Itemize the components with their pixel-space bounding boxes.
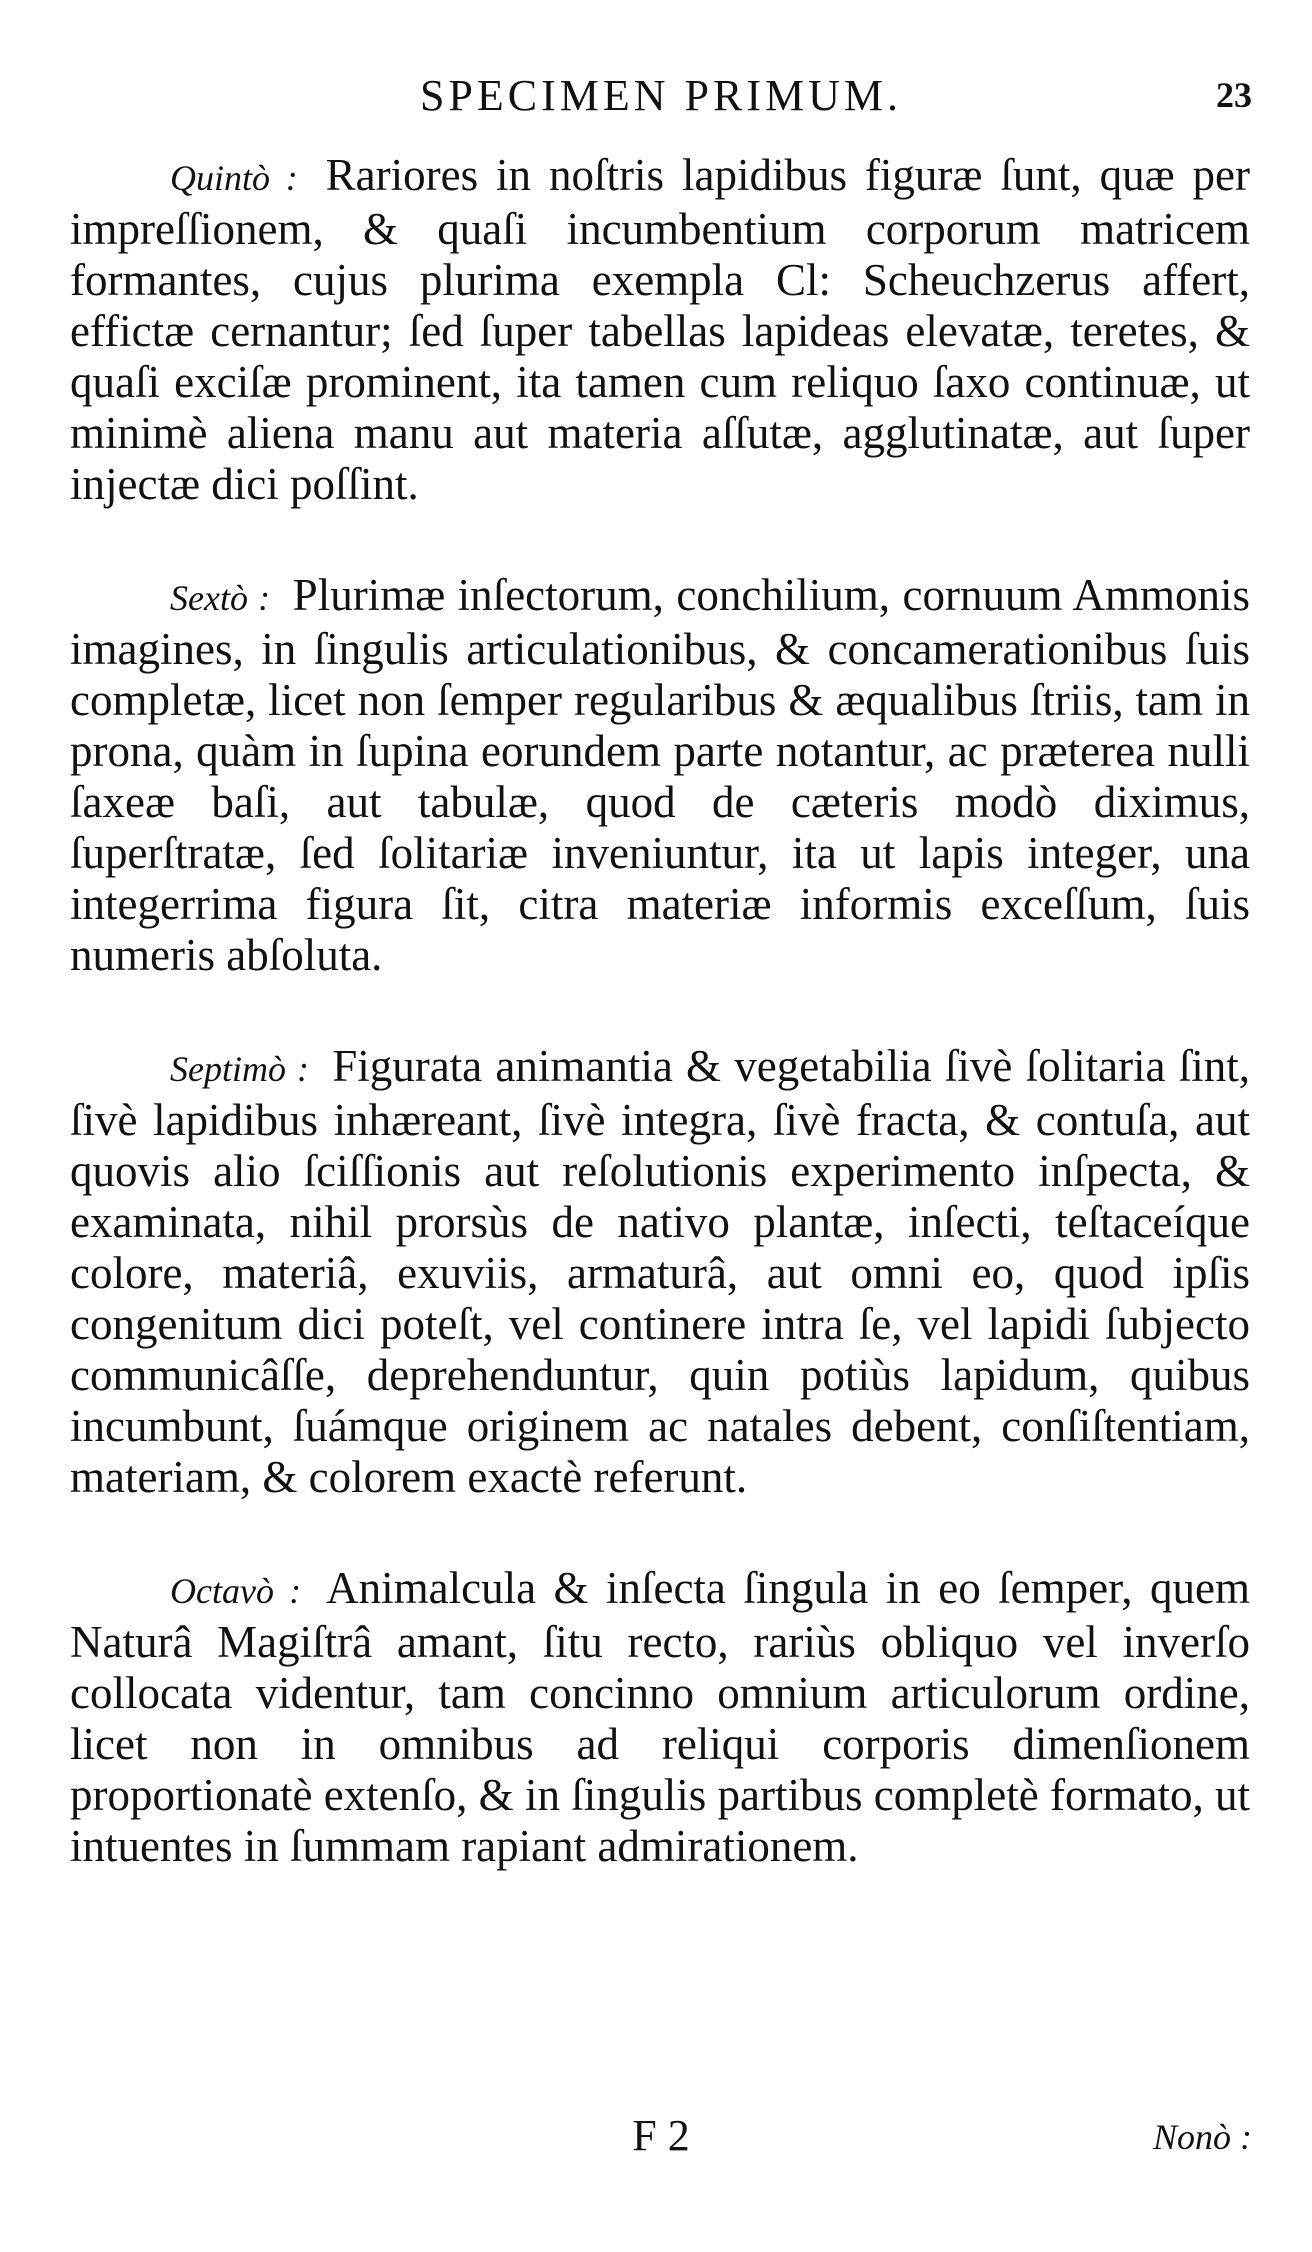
paragraph-lead: Octavò : <box>170 1571 302 1611</box>
paragraph-text: Animalcula & inſecta ſingula in eo ſemper, quem Naturâ Magiſtrâ amant, ſitu recto, rariùs obliquo vel inverſo collocata videntur, tam concinno omnium articulorum ordine, licet non in omnibus ad reliqui corporis dimenſionem proportionatè extenſo, & in ſingulis partibus completè formato, ut intuentes in ſummam rapiant admirationem. <box>70 1563 1250 1871</box>
paragraph-text: Rariores in noſtris lapidibus figuræ ſunt, quæ per impreſſionem, & quaſi incumbentium corporum matricem formantes, cujus plurima exempla Cl: Scheuchzerus affert, effictæ cernantur; ſed ſuper tabellas lapideas elevatæ, teretes, & quaſi exciſæ prominent, ita tamen cum reliquo ſaxo continuæ, ut minimè aliena manu aut materia aſſutæ, agglutinatæ, aut ſuper injectæ dici poſſint. <box>70 150 1250 509</box>
paragraph-text: Plurimæ inſectorum, conchilium, cornuum Ammonis imagines, in ſingulis articulationibus, & concamerationibus ſuis completæ, licet non ſemper regularibus & æqualibus ſtriis, tam in prona, quàm in ſupina eorundem parte notantur, ac præterea nulli ſaxeæ baſi, aut tabulæ, quod de cæteris modò diximus, ſuperſtratæ, ſed ſolitariæ inveniuntur, ita ut lapis integer, una integerrima figura ſit, citra materiæ informis exceſſum, ſuis numeris abſoluta. <box>70 570 1251 980</box>
paragraph-lead: Sextò : <box>170 578 271 618</box>
signature-mark: F 2 <box>632 2111 690 2160</box>
paragraph-text: Figurata animantia & vegetabilia ſivè ſolitaria ſint, ſivè lapidibus inhæreant, ſivè integra, ſivè fracta, & contuſa, aut quovis alio ſciſſionis aut reſolutionis experimento inſpecta, & examinata, nihil prorsùs de nativo plantæ, inſecti, teſtaceíque colore, materiâ, exuviis, armaturâ, aut omni eo, quod ipſis congenitum dici poteſt, vel continere intra ſe, vel lapidi ſubjecto communicâſſe, deprehenduntur, quin potiùs lapidum, quibus incumbunt, ſuámque originem ac natales debent, conſiſtentiam, materiam, & colorem exactè referunt. <box>70 1041 1251 1502</box>
paragraph-quinto <box>70 150 1250 510</box>
running-head: SPECIMEN PRIMUM. <box>419 71 903 120</box>
paragraph-lead: Quintò : <box>170 158 298 198</box>
body-text <box>70 150 1250 1932</box>
page-number: 23 <box>1216 75 1252 115</box>
paragraph-octavo <box>70 1563 1250 1872</box>
paragraph-septimo <box>70 1041 1250 1503</box>
paragraph-sexto <box>70 570 1250 981</box>
page-header <box>70 70 1252 130</box>
catchword: Nonò : <box>1153 2117 1252 2157</box>
paragraph-lead: Septimò : <box>170 1049 309 1089</box>
page-footer <box>70 2110 1252 2170</box>
